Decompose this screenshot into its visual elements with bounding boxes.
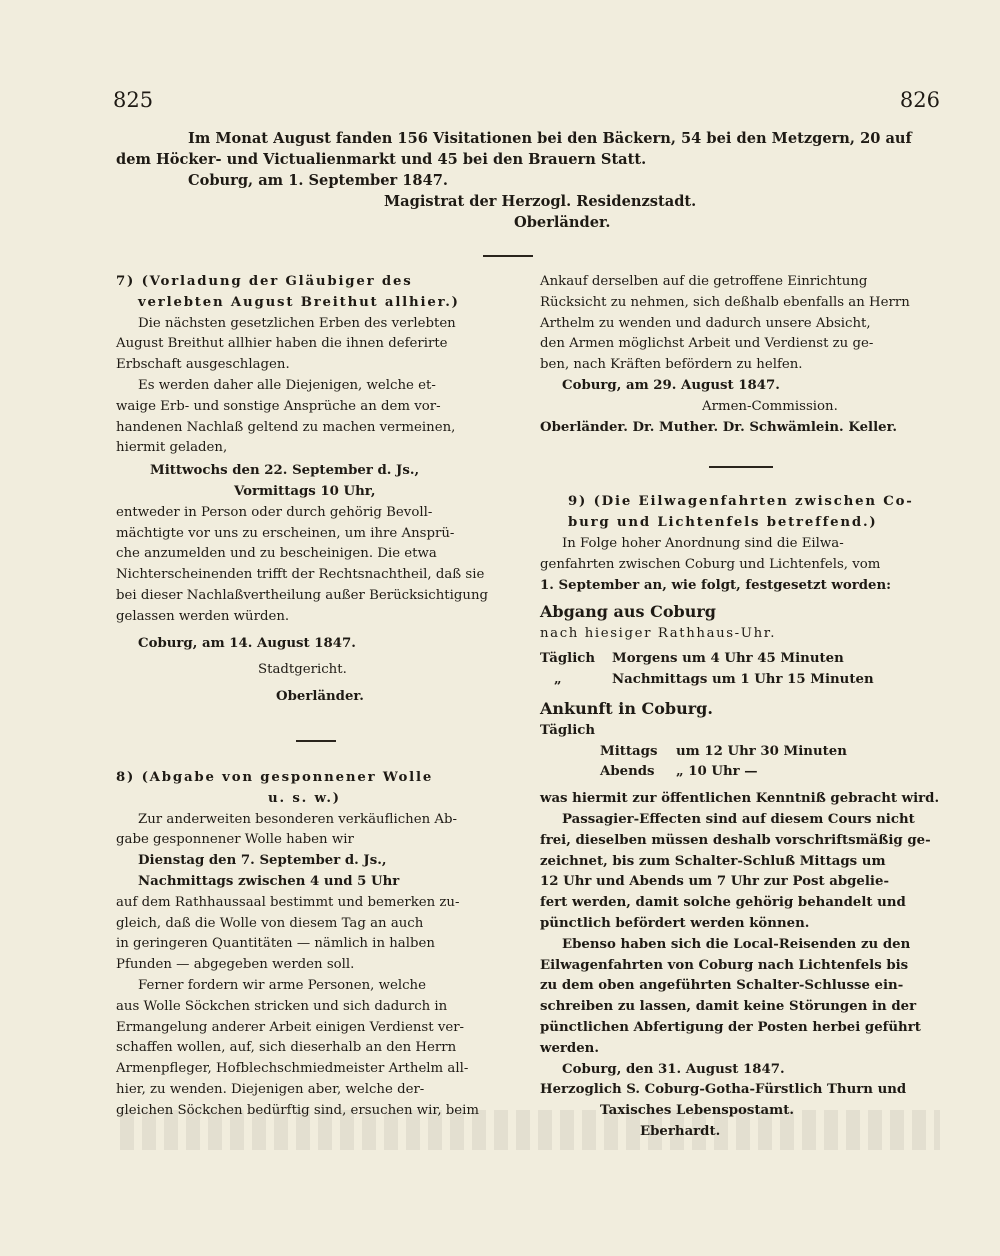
notice-9-line: frei, dieselben müssen deshalb vorschriftsmäßig ge- (540, 832, 931, 848)
notice-7-line: Nichterscheinenden trifft der Rechtsnachtheil, daß sie (116, 567, 485, 583)
arrival-day: Mittags (600, 743, 658, 759)
notice-8-term: Nachmittags zwischen 4 und 5 Uhr (138, 873, 400, 889)
notice-7-line: che anzumelden und zu bescheinigen. Die etwa (116, 546, 437, 562)
page-number-right: 826 (899, 88, 940, 112)
arrival-time: um 12 Uhr 30 Minuten (676, 743, 847, 759)
notice-9-line: fert werden, damit solche gehörig behandelt und (540, 895, 906, 911)
notice-9-line: genfahrten zwischen Coburg und Lichtenfels, vom (540, 556, 881, 572)
notice-7-title: 7) (Vorladung der Gläubiger des (116, 274, 413, 289)
arrival-subheading: Täglich (540, 722, 596, 738)
intro-line: Im Monat August fanden 156 Visitationen bei den Bäckern, 54 bei den Metzgern, 20 auf (188, 130, 912, 147)
notice-7-line: waige Erb- und sonstige Ansprüche an dem vor- (116, 398, 441, 414)
notice-7-line: entweder in Person oder durch gehörig Bevoll- (116, 504, 433, 520)
notice-9-line: 12 Uhr und Abends um 7 Uhr zur Post abgelie- (540, 874, 889, 890)
notice-8-line: Armenpfleger, Hofblechschmiedmeister Arthelm all- (116, 1061, 469, 1077)
intro-line: dem Höcker- und Victualienmarkt und 45 bei den Brauern Statt. (116, 151, 647, 168)
notice-7-title: verlebten August Breithut allhier.) (138, 294, 460, 310)
section-divider (709, 466, 773, 468)
arrival-row (540, 742, 942, 763)
notice-9-line: Passagier-Effecten sind auf diesem Cours nicht (562, 811, 915, 827)
departure-time: Nachmittags um 1 Uhr 15 Minuten (612, 671, 874, 687)
notice-7-authority: Stadtgericht. (258, 662, 347, 678)
notice-8-line: Rücksicht zu nehmen, sich deßhalb ebenfalls an Herrn (540, 294, 910, 310)
notice-7-term: Vormittags 10 Uhr, (234, 483, 376, 499)
notice-8-line: Ferner fordern wir arme Personen, welche (138, 977, 426, 993)
section-divider (483, 255, 533, 257)
bleed-through-shadow (120, 1110, 940, 1150)
section-divider (296, 740, 336, 742)
arrival-time: „ 10 Uhr — (676, 764, 758, 780)
notice-9-date: Coburg, den 31. August 1847. (562, 1061, 785, 1077)
departure-row (540, 670, 942, 691)
notice-8-line: Pfunden — abgegeben werden soll. (116, 957, 355, 973)
notice-9-line: In Folge hoher Anordnung sind die Eilwa- (562, 535, 844, 551)
intro-date: Coburg, am 1. September 1847. (188, 172, 448, 189)
notice-8-title: u. s. w.) (268, 790, 341, 806)
notice-9-line: schreiben zu lassen, damit keine Störungen in der (540, 999, 917, 1015)
notice-7-line: mächtigte vor uns zu erscheinen, um ihre Ansprü- (116, 525, 455, 541)
notice-8-line: in geringeren Quantitäten — nämlich in halben (116, 936, 435, 952)
notice-9-signature: Eberhardt. (640, 1123, 721, 1139)
notice-9-title: burg und Lichtenfels betreffend.) (568, 515, 878, 531)
intro-authority: Magistrat der Herzogl. Residenzstadt. (384, 193, 697, 210)
notice-8-line: den Armen möglichst Arbeit und Verdienst zu ge- (540, 336, 874, 352)
notice-8-authority: Armen-Commission. (702, 398, 838, 414)
intro-notice (116, 128, 942, 233)
notice-9-line: werden. (540, 1040, 599, 1056)
notice-8-line: gleich, daß die Wolle von diesem Tag an auch (116, 915, 424, 931)
notice-7-line: gelassen werden würden. (116, 608, 290, 624)
left-column (116, 272, 516, 1121)
notice-9-line: 1. September an, wie folgt, festgesetzt worden: (540, 577, 892, 593)
departure-day: „ (554, 671, 562, 687)
departure-subheading: nach hiesiger Rathhaus-Uhr. (540, 626, 777, 642)
intro-signature: Oberländer. (514, 214, 611, 231)
departure-day: Täglich (540, 651, 596, 667)
notice-7-line: August Breithut allhier haben die ihnen deferirte (116, 336, 448, 352)
page-number-left: 825 (113, 88, 154, 112)
notice-8-date: Coburg, am 29. August 1847. (562, 377, 780, 393)
notice-8-title: 8) (Abgabe von gesponnener Wolle (116, 769, 434, 785)
notice-7-line: handenen Nachlaß geltend zu machen vermeinen, (116, 419, 456, 435)
notice-9-line: was hiermit zur öffentlichen Kenntniß gebracht wird. (540, 791, 940, 807)
notice-8-line: hier, zu wenden. Diejenigen aber, welche der- (116, 1081, 425, 1097)
notice-7-line: Die nächsten gesetzlichen Erben des verlebten (138, 315, 456, 331)
arrival-row (540, 762, 942, 783)
notice-8-line: aus Wolle Söckchen stricken und sich dadurch in (116, 998, 448, 1014)
notice-8-line: gleichen Söckchen bedürftig sind, ersuchen wir, beim (116, 1102, 480, 1118)
notice-8-line: Arthelm zu wenden und dadurch unsere Absicht, (540, 315, 871, 331)
notice-7-signature: Oberländer. (276, 689, 364, 705)
arrival-day: Abends (600, 764, 655, 780)
notice-8-line: auf dem Rathhaussaal bestimmt und bemerken zu- (116, 894, 460, 910)
notice-9-line: Eilwagenfahrten von Coburg nach Lichtenfels bis (540, 957, 909, 973)
notice-7-term: Mittwochs den 22. September d. Js., (150, 463, 420, 479)
notice-9-line: zu dem oben angeführten Schalter-Schlusse ein- (540, 978, 904, 994)
notice-8-signatures: Oberländer. Dr. Muther. Dr. Schwämlein. Keller. (540, 419, 898, 435)
notice-8-line: schaffen wollen, auf, sich dieserhalb an den Herrn (116, 1040, 457, 1056)
notice-9-title: 9) (Die Eilwagenfahrten zwischen Co- (568, 494, 914, 510)
notice-7-line: Es werden daher alle Diejenigen, welche et- (138, 377, 436, 393)
notice-8-term: Dienstag den 7. September d. Js., (138, 853, 387, 869)
notice-8-line: ben, nach Kräften befördern zu helfen. (540, 357, 803, 373)
departure-heading: Abgang aus Coburg (540, 602, 716, 622)
departure-time: Morgens um 4 Uhr 45 Minuten (612, 651, 844, 667)
notice-7-line: Erbschaft ausgeschlagen. (116, 357, 290, 373)
notice-8-line: Zur anderweiten besonderen verkäuflichen Ab- (138, 811, 457, 827)
right-column (540, 272, 942, 1143)
departure-row (540, 649, 942, 670)
notice-9-authority: Herzoglich S. Coburg-Gotha-Fürstlich Thurn und (540, 1082, 907, 1098)
notice-7-line: hiermit geladen, (116, 440, 228, 456)
notice-9-line: zeichnet, bis zum Schalter-Schluß Mittags um (540, 853, 886, 869)
arrival-heading: Ankunft in Coburg. (540, 698, 713, 718)
notice-7-line: bei dieser Nachlaßvertheilung außer Berücksichtigung (116, 587, 489, 603)
notice-9-line: Ebenso haben sich die Local-Reisenden zu den (562, 936, 911, 952)
notice-9-line: pünctlichen Abfertigung der Posten herbei geführt (540, 1019, 921, 1035)
notice-9-line: pünctlich befördert werden können. (540, 915, 810, 931)
notice-8-line: gabe gesponnener Wolle haben wir (116, 832, 354, 848)
notice-8-line: Ermangelung anderer Arbeit einigen Verdienst ver- (116, 1019, 465, 1035)
notice-8-line: Ankauf derselben auf die getroffene Einrichtung (540, 274, 868, 289)
notice-7-date: Coburg, am 14. August 1847. (138, 635, 356, 651)
notice-9-authority: Taxisches Lebenspostamt. (600, 1103, 795, 1119)
